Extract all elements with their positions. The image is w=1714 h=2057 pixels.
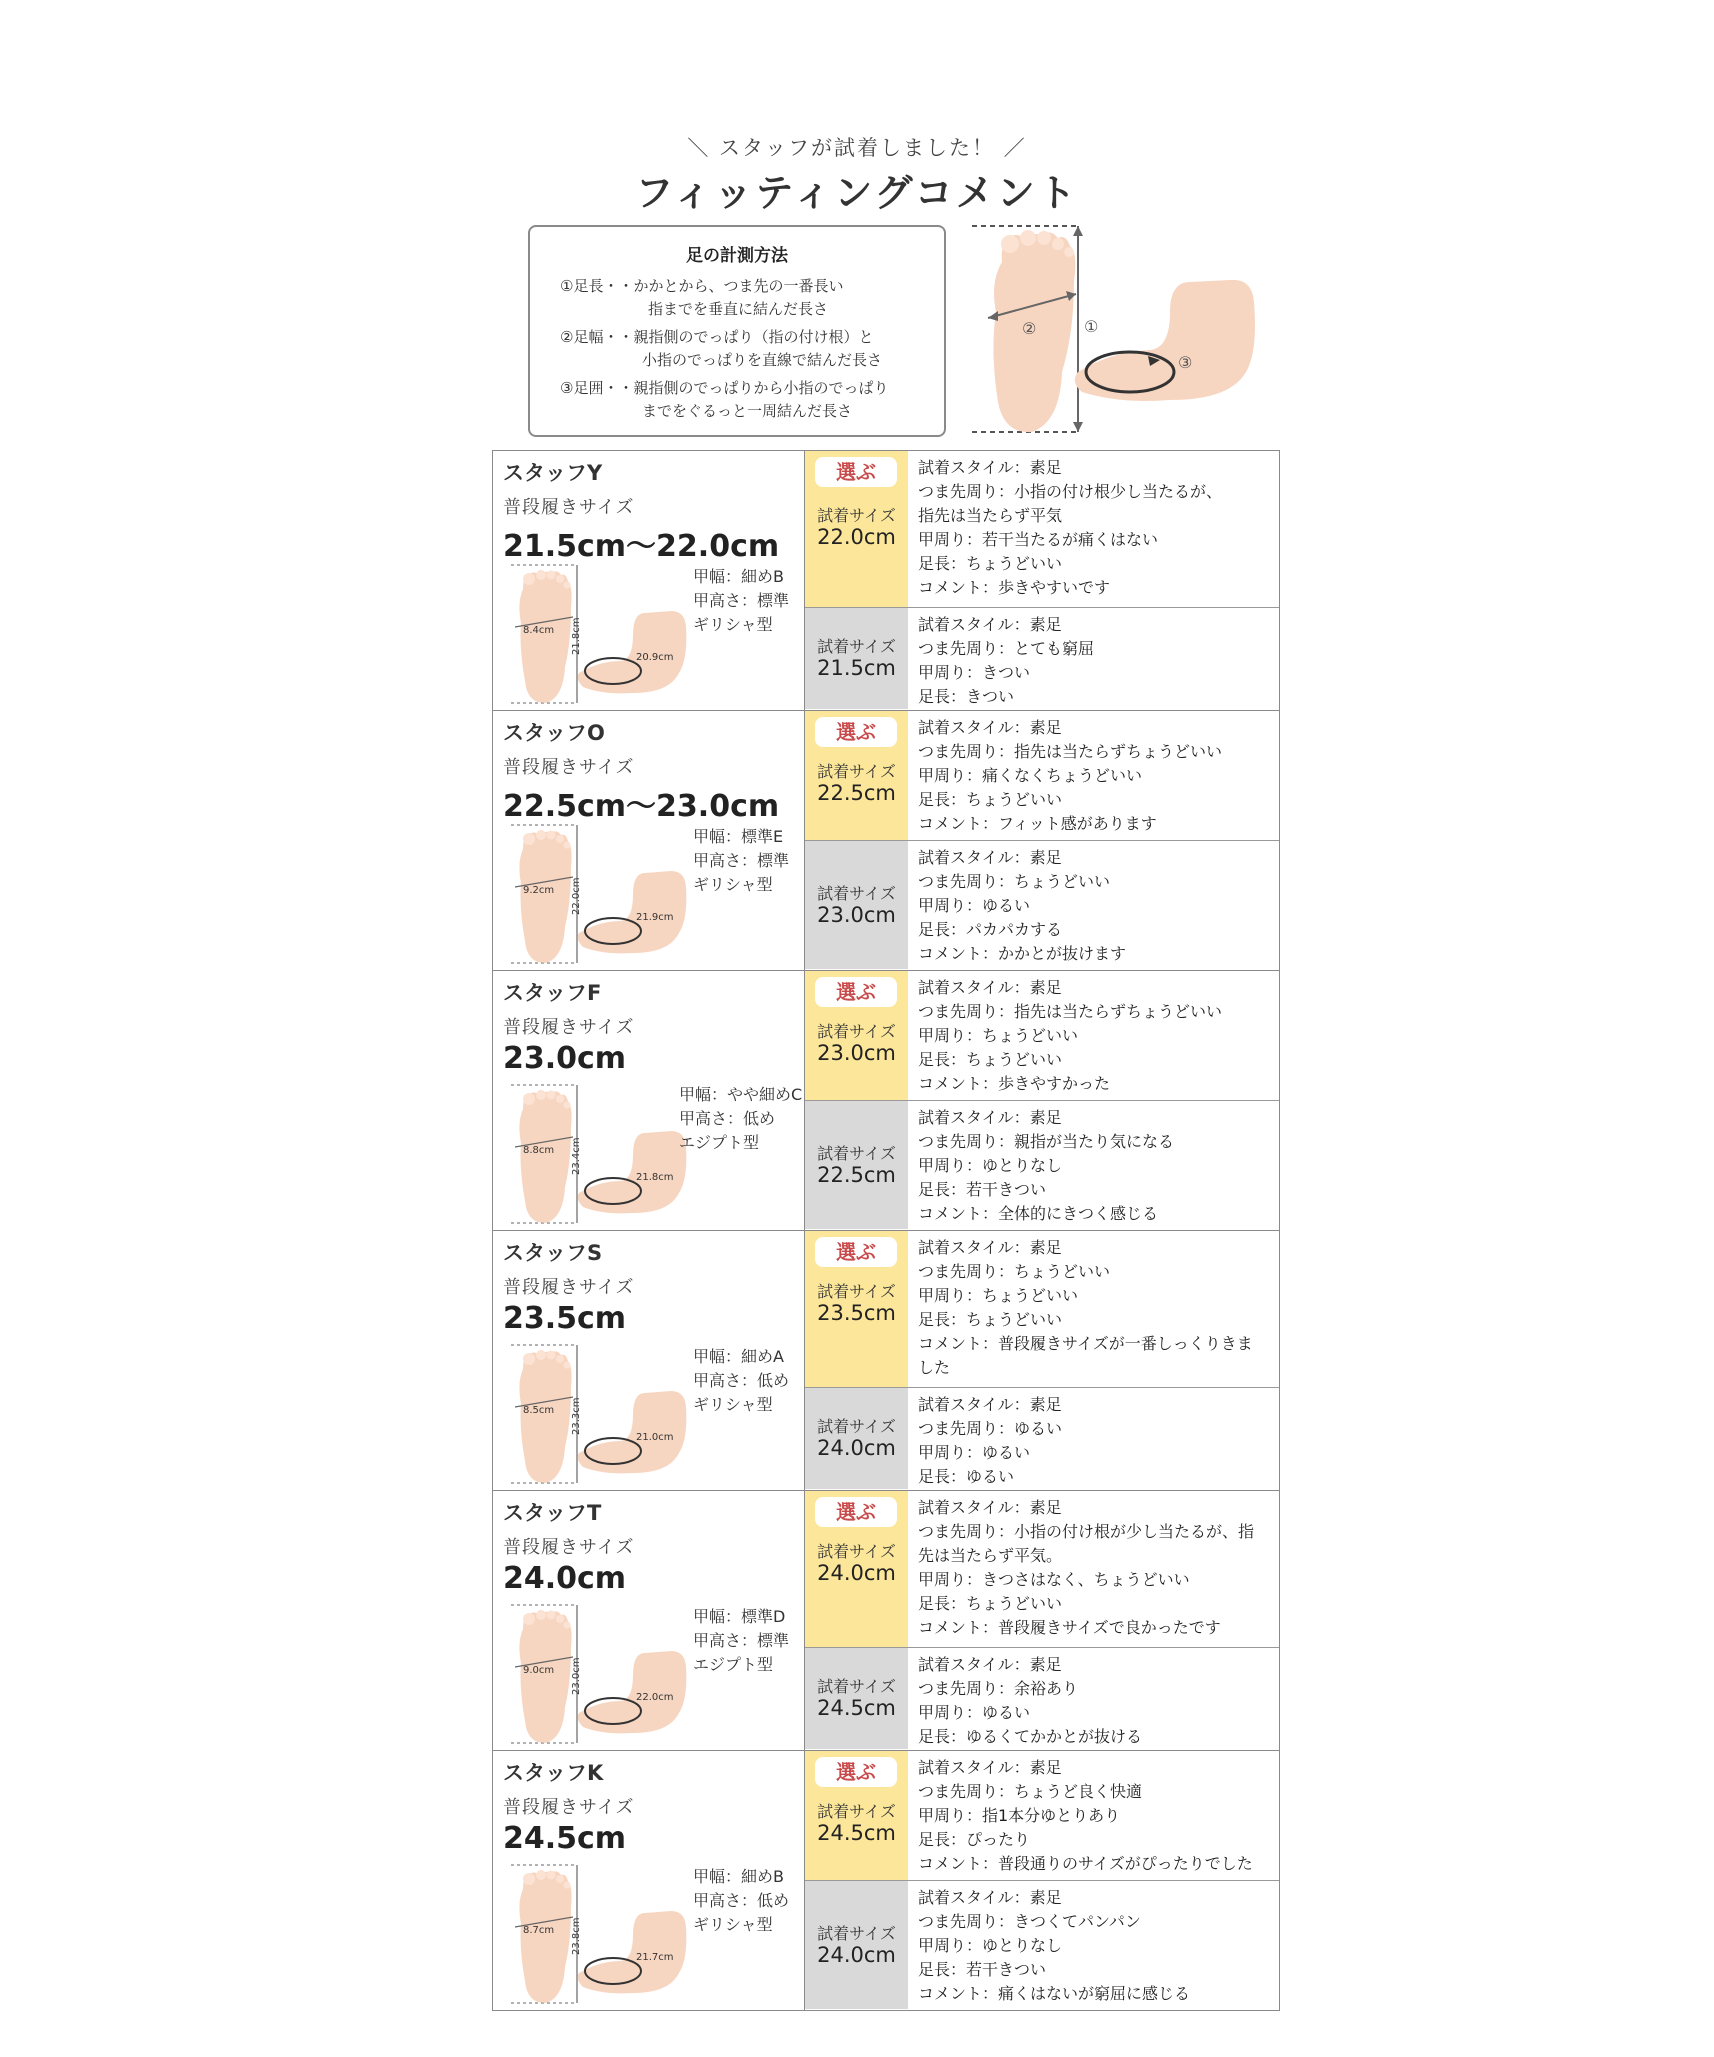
foot-illustration bbox=[503, 1603, 688, 1748]
foot-girth: 21.0cm bbox=[636, 1432, 674, 1443]
other-comment bbox=[908, 608, 1279, 709]
staff-info bbox=[493, 971, 805, 1230]
comment-line: 甲周り：ちょうどいい bbox=[918, 1026, 1079, 1045]
comment-line: つま先周り：ちょうど良く快適 bbox=[918, 1782, 1143, 1801]
chosen-try-size bbox=[805, 1491, 908, 1648]
chosen-badge: 選ぶ bbox=[815, 1757, 897, 1787]
staff-info bbox=[493, 1751, 805, 2010]
chosen-try-size bbox=[805, 1231, 908, 1388]
staff-info bbox=[493, 1491, 805, 1750]
comment-line: つま先周り：指先は当たらずちょうどいい bbox=[918, 742, 1223, 761]
comment-line: 甲周り：痛くなくちょうどいい bbox=[918, 766, 1143, 785]
attr: 甲幅：細めB bbox=[693, 567, 784, 586]
try-size-label: 試着サイズ bbox=[817, 1022, 896, 1041]
staff-info bbox=[493, 711, 805, 970]
comment-line: 足長：ちょうどいい bbox=[918, 1594, 1063, 1613]
usual-size: 23.0cm bbox=[503, 1041, 627, 1076]
comment-line: 試着スタイル：素足 bbox=[918, 615, 1062, 634]
chosen-comment bbox=[908, 711, 1279, 841]
comment-line: 足長：ちょうどいい bbox=[918, 554, 1063, 573]
attr: ギリシャ型 bbox=[693, 875, 773, 894]
foot-illustration bbox=[503, 563, 688, 708]
try-size-label: 試着サイズ bbox=[817, 1144, 896, 1163]
attr: 甲高さ：低め bbox=[693, 1891, 790, 1910]
measure-method-box bbox=[528, 225, 946, 437]
comment-line: つま先周り：小指の付け根少し当たるが、 bbox=[918, 482, 1223, 501]
comment-line: 試着スタイル：素足 bbox=[918, 978, 1062, 997]
comment-line: 試着スタイル：素足 bbox=[918, 1655, 1062, 1674]
measure-method-title: 足の計測方法 bbox=[686, 246, 788, 266]
usual-size-label: 普段履きサイズ bbox=[503, 1017, 635, 1038]
comment-line: 甲周り：若干当たるが痛くはない bbox=[918, 530, 1159, 549]
other-try-size bbox=[805, 608, 908, 709]
staff-name: スタッフY bbox=[503, 461, 603, 485]
comment-line: 甲周り：ゆるい bbox=[918, 896, 1031, 915]
comment-line: 足長：パカパカする bbox=[918, 920, 1063, 939]
comment-line: つま先周り：とても窮屈 bbox=[918, 639, 1095, 658]
foot-length: 23.3cm bbox=[571, 1397, 582, 1435]
usual-size-label: 普段履きサイズ bbox=[503, 1537, 635, 1558]
comment-line: 甲周り：ゆるい bbox=[918, 1703, 1031, 1722]
foot-width: 8.7cm bbox=[523, 1925, 555, 1936]
staff-info bbox=[493, 1231, 805, 1490]
comment-line: コメント：全体的にきつく感じる bbox=[918, 1204, 1159, 1223]
comment-line: 指先は当たらず平気 bbox=[918, 506, 1063, 525]
try-size-value: 22.5cm bbox=[817, 1163, 896, 1187]
foot-attributes bbox=[693, 1605, 789, 1677]
try-size-label: 試着サイズ bbox=[817, 1802, 896, 1821]
attr: 甲高さ：低め bbox=[679, 1109, 776, 1128]
comment-line: 足長：ちょうどいい bbox=[918, 1310, 1063, 1329]
comment-line: 甲周り：きつい bbox=[918, 663, 1031, 682]
staff-name: スタッフO bbox=[503, 721, 605, 745]
foot-width: 9.0cm bbox=[523, 1665, 555, 1676]
chosen-comment bbox=[908, 1751, 1279, 1881]
staff-block bbox=[492, 1230, 1280, 1491]
try-size-value: 24.0cm bbox=[817, 1561, 896, 1585]
try-size-label: 試着サイズ bbox=[817, 762, 896, 781]
comment-line: 試着スタイル：素足 bbox=[918, 848, 1062, 867]
measure-line: 小指のでっぱりを直線で結んだ長さ bbox=[642, 351, 883, 369]
comment-line: コメント：かかとが抜けます bbox=[918, 944, 1127, 963]
attr: 甲幅：細めA bbox=[693, 1347, 784, 1366]
attr: ギリシャ型 bbox=[693, 615, 773, 634]
measure-line: までをぐるっと一周結んだ長さ bbox=[642, 402, 853, 420]
other-comment bbox=[908, 1881, 1279, 2009]
comment-line: 甲周り：きつさはなく、ちょうどいい bbox=[918, 1570, 1190, 1589]
comment-line: 甲周り：ちょうどいい bbox=[918, 1286, 1079, 1305]
foot-girth: 21.8cm bbox=[636, 1172, 674, 1183]
comment-line: つま先周り：ちょうどいい bbox=[918, 1262, 1111, 1281]
staff-block bbox=[492, 450, 1280, 711]
foot-width: 9.2cm bbox=[523, 885, 555, 896]
comment-line: つま先周り：小指の付け根が少し当たるが、指 bbox=[918, 1522, 1255, 1541]
comment-line: つま先周り：余裕あり bbox=[918, 1679, 1079, 1698]
foot-illustration bbox=[503, 1343, 688, 1488]
try-size-label: 試着サイズ bbox=[817, 884, 896, 903]
comment-line: つま先周り：ちょうどいい bbox=[918, 872, 1111, 891]
comment-line: 試着スタイル：素足 bbox=[918, 458, 1062, 477]
staff-block bbox=[492, 710, 1280, 971]
other-try-size bbox=[805, 1648, 908, 1749]
chosen-try-size bbox=[805, 451, 908, 608]
staff-name: スタッフS bbox=[503, 1241, 603, 1265]
staff-block bbox=[492, 1490, 1280, 1751]
other-try-size bbox=[805, 841, 908, 969]
usual-size-label: 普段履きサイズ bbox=[503, 757, 635, 778]
girth-marker: ③ bbox=[1178, 353, 1193, 372]
chosen-comment bbox=[908, 451, 1279, 608]
chosen-try-size bbox=[805, 711, 908, 841]
usual-size-label: 普段履きサイズ bbox=[503, 497, 635, 518]
page-title: フィッティングコメント bbox=[635, 171, 1079, 215]
attr: 甲高さ：標準 bbox=[693, 1631, 790, 1650]
foot-length: 23.8cm bbox=[571, 1917, 582, 1955]
attr: 甲高さ：標準 bbox=[693, 591, 790, 610]
chosen-badge: 選ぶ bbox=[815, 717, 897, 747]
comment-line: 足長：ぴったり bbox=[918, 1830, 1031, 1849]
foot-illustration bbox=[503, 1863, 688, 2008]
usual-size: 23.5cm bbox=[503, 1301, 627, 1336]
other-comment bbox=[908, 841, 1279, 969]
comment-line: 試着スタイル：素足 bbox=[918, 718, 1062, 737]
foot-measure-diagram bbox=[970, 222, 1260, 444]
foot-length: 23.0cm bbox=[571, 1657, 582, 1695]
comment-line: コメント：歩きやすかった bbox=[918, 1074, 1111, 1093]
chosen-comment bbox=[908, 971, 1279, 1101]
staff-info bbox=[493, 451, 805, 710]
comment-line: 試着スタイル：素足 bbox=[918, 1498, 1062, 1517]
try-size-label: 試着サイズ bbox=[817, 1542, 896, 1561]
foot-attributes bbox=[693, 565, 789, 637]
try-size-value: 24.0cm bbox=[817, 1943, 896, 1967]
measure-line: 指までを垂直に結んだ長さ bbox=[648, 300, 829, 318]
chosen-comment bbox=[908, 1491, 1279, 1648]
other-try-size bbox=[805, 1881, 908, 2009]
usual-size: 21.5cm〜22.0cm bbox=[503, 529, 780, 564]
comment-line: 試着スタイル：素足 bbox=[918, 1758, 1062, 1777]
try-size-value: 22.5cm bbox=[817, 781, 896, 805]
foot-length: 21.8cm bbox=[571, 617, 582, 655]
foot-width: 8.4cm bbox=[523, 625, 555, 636]
usual-size: 22.5cm〜23.0cm bbox=[503, 789, 780, 824]
comment-line: 試着スタイル：素足 bbox=[918, 1108, 1062, 1127]
try-size-value: 24.5cm bbox=[817, 1821, 896, 1845]
comment-line: 足長：ちょうどいい bbox=[918, 790, 1063, 809]
try-size-value: 24.5cm bbox=[817, 1696, 896, 1720]
staff-block bbox=[492, 1750, 1280, 2011]
foot-attributes bbox=[679, 1083, 802, 1155]
staff-name: スタッフT bbox=[503, 1501, 602, 1525]
foot-attributes bbox=[693, 1865, 789, 1937]
comment-line: 試着スタイル：素足 bbox=[918, 1238, 1062, 1257]
comment-line: した bbox=[918, 1358, 951, 1377]
comment-line: 甲周り：指1本分ゆとりあり bbox=[918, 1806, 1121, 1825]
other-comment bbox=[908, 1388, 1279, 1489]
try-size-value: 22.0cm bbox=[817, 525, 896, 549]
other-comment bbox=[908, 1101, 1279, 1229]
attr: 甲幅：やや細めC bbox=[679, 1085, 803, 1104]
comment-line: 試着スタイル：素足 bbox=[918, 1395, 1062, 1414]
other-try-size bbox=[805, 1388, 908, 1489]
foot-girth: 22.0cm bbox=[636, 1692, 674, 1703]
comment-line: コメント：普段履きサイズで良かったです bbox=[918, 1618, 1221, 1637]
comment-line: つま先周り：指先は当たらずちょうどいい bbox=[918, 1002, 1223, 1021]
comment-line: 足長：若干きつい bbox=[918, 1960, 1047, 1979]
attr: 甲幅：標準D bbox=[693, 1607, 786, 1626]
foot-girth: 20.9cm bbox=[636, 652, 674, 663]
comment-line: 先は当たらず平気。 bbox=[918, 1546, 1063, 1565]
comment-line: コメント：普段履きサイズが一番しっくりきま bbox=[918, 1334, 1253, 1353]
length-marker: ① bbox=[1084, 317, 1099, 336]
comment-line: 試着スタイル：素足 bbox=[918, 1888, 1062, 1907]
attr: エジプト型 bbox=[679, 1133, 760, 1152]
comment-line: つま先周り：きつくてパンパン bbox=[918, 1912, 1141, 1931]
usual-size: 24.0cm bbox=[503, 1561, 627, 1596]
try-size-label: 試着サイズ bbox=[817, 1282, 896, 1301]
comment-line: コメント：普段通りのサイズがぴったりでした bbox=[918, 1854, 1253, 1873]
chosen-badge: 選ぶ bbox=[815, 1237, 897, 1267]
attr: 甲高さ：低め bbox=[693, 1371, 790, 1390]
comment-line: 甲周り：ゆるい bbox=[918, 1443, 1031, 1462]
chosen-comment bbox=[908, 1231, 1279, 1388]
comment-line: 足長：ゆるい bbox=[918, 1467, 1015, 1486]
staff-block bbox=[492, 970, 1280, 1231]
try-size-label: 試着サイズ bbox=[817, 637, 896, 656]
try-size-value: 23.5cm bbox=[817, 1301, 896, 1325]
foot-illustration bbox=[503, 823, 688, 968]
measure-line: ①足長・・かかとから、つま先の一番長い bbox=[560, 277, 844, 295]
comment-line: コメント：痛くはないが窮屈に感じる bbox=[918, 1984, 1191, 2003]
try-size-label: 試着サイズ bbox=[817, 1677, 896, 1696]
header-subtitle: ＼ スタッフが試着しました！ ／ bbox=[687, 136, 1027, 160]
comment-line: 甲周り：ゆとりなし bbox=[918, 1156, 1063, 1175]
chosen-badge: 選ぶ bbox=[815, 1497, 897, 1527]
chosen-try-size bbox=[805, 1751, 908, 1881]
attr: ギリシャ型 bbox=[693, 1395, 773, 1414]
try-size-value: 23.0cm bbox=[817, 903, 896, 927]
comment-line: 甲周り：ゆとりなし bbox=[918, 1936, 1063, 1955]
usual-size: 24.5cm bbox=[503, 1821, 627, 1856]
chosen-badge: 選ぶ bbox=[815, 977, 897, 1007]
width-marker: ② bbox=[1022, 319, 1037, 338]
foot-attributes bbox=[693, 1345, 789, 1417]
usual-size-label: 普段履きサイズ bbox=[503, 1797, 635, 1818]
comment-line: コメント：歩きやすいです bbox=[918, 578, 1111, 597]
chosen-try-size bbox=[805, 971, 908, 1101]
comment-line: 足長：きつい bbox=[918, 687, 1015, 706]
attr: 甲幅：細めB bbox=[693, 1867, 784, 1886]
foot-length: 23.4cm bbox=[571, 1137, 582, 1175]
comment-line: 足長：ゆるくてかかとが抜ける bbox=[918, 1727, 1143, 1746]
comment-line: つま先周り：親指が当たり気になる bbox=[918, 1132, 1175, 1151]
usual-size-label: 普段履きサイズ bbox=[503, 1277, 635, 1298]
foot-girth: 21.7cm bbox=[636, 1952, 674, 1963]
measure-line: ③足囲・・親指側のでっぱりから小指のでっぱり bbox=[560, 379, 889, 397]
measure-line: ②足幅・・親指側のでっぱり（指の付け根）と bbox=[560, 328, 874, 346]
attr: 甲高さ：標準 bbox=[693, 851, 790, 870]
staff-name: スタッフF bbox=[503, 981, 602, 1005]
attr: 甲幅：標準E bbox=[693, 827, 784, 846]
try-size-label: 試着サイズ bbox=[817, 1924, 896, 1943]
foot-illustration bbox=[503, 1083, 688, 1228]
foot-girth: 21.9cm bbox=[636, 912, 674, 923]
try-size-value: 21.5cm bbox=[817, 656, 896, 680]
foot-width: 8.8cm bbox=[523, 1145, 555, 1156]
other-try-size bbox=[805, 1101, 908, 1229]
try-size-value: 24.0cm bbox=[817, 1436, 896, 1460]
chosen-badge: 選ぶ bbox=[815, 457, 897, 487]
foot-length: 22.0cm bbox=[571, 877, 582, 915]
attr: エジプト型 bbox=[693, 1655, 774, 1674]
try-size-value: 23.0cm bbox=[817, 1041, 896, 1065]
comment-line: 足長：若干きつい bbox=[918, 1180, 1047, 1199]
comment-line: 足長：ちょうどいい bbox=[918, 1050, 1063, 1069]
try-size-label: 試着サイズ bbox=[817, 1417, 896, 1436]
foot-width: 8.5cm bbox=[523, 1405, 555, 1416]
other-comment bbox=[908, 1648, 1279, 1749]
try-size-label: 試着サイズ bbox=[817, 506, 896, 525]
attr: ギリシャ型 bbox=[693, 1915, 773, 1934]
foot-attributes bbox=[693, 825, 789, 897]
comment-line: コメント：フィット感があります bbox=[918, 814, 1157, 833]
comment-line: つま先周り：ゆるい bbox=[918, 1419, 1063, 1438]
staff-name: スタッフK bbox=[503, 1761, 604, 1785]
